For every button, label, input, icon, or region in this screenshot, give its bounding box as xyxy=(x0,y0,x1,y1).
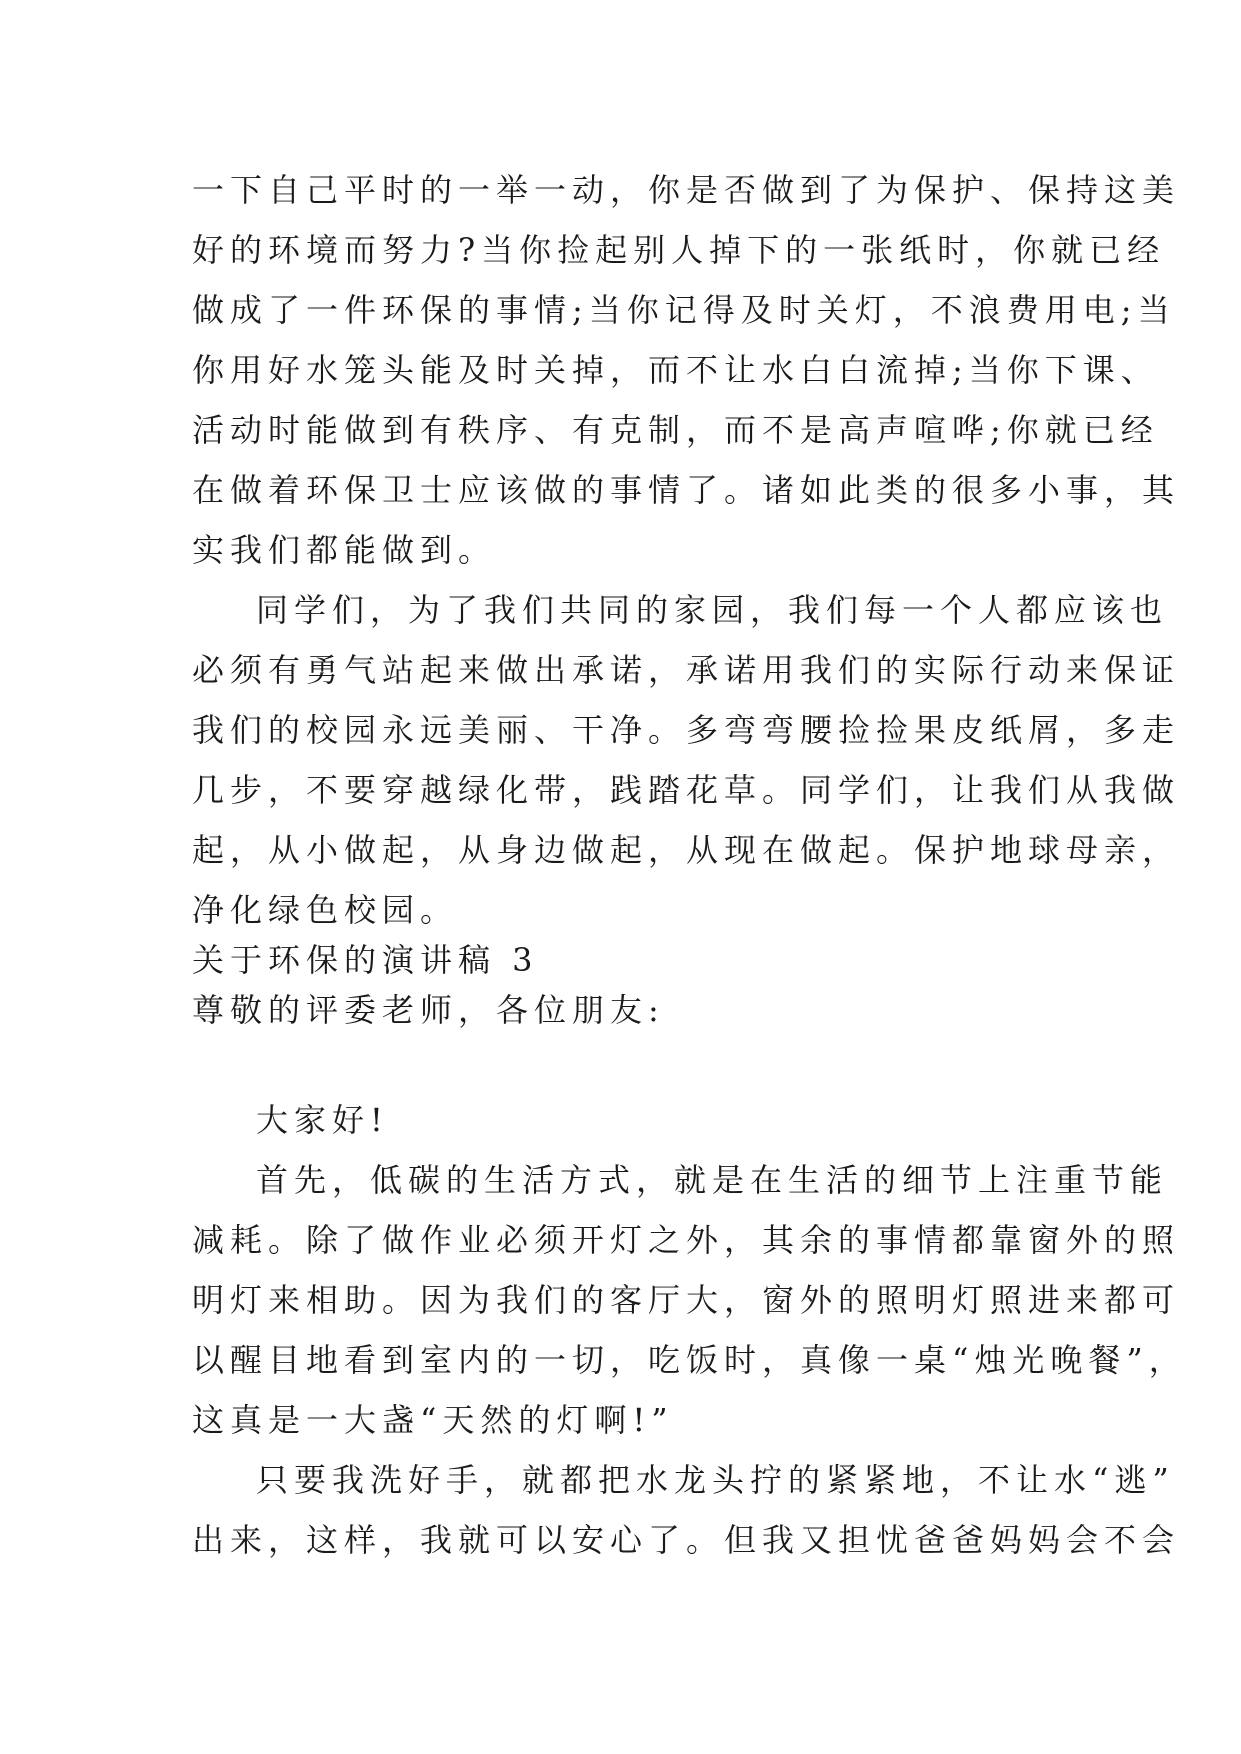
section-heading: 关于环保的演讲稿 3 xyxy=(192,941,539,979)
greeting: 大家好! xyxy=(256,1101,389,1139)
text-line: 做成了一件环保的事情;当你记得及时关灯，不浪费用电;当 xyxy=(192,291,1176,329)
paragraph-first-line: 首先，低碳的生活方式，就是在生活的细节上注重节能 xyxy=(256,1161,1169,1199)
text-line: 几步，不要穿越绿化带，践踏花草。同学们，让我们从我做 xyxy=(192,771,1181,809)
text-line: 必须有勇气站起来做出承诺，承诺用我们的实际行动来保证 xyxy=(192,651,1181,689)
text-line: 一下自己平时的一举一动，你是否做到了为保护、保持这美 xyxy=(192,171,1181,209)
text-line: 你用好水笼头能及时关掉，而不让水白白流掉;当你下课、 xyxy=(192,351,1159,389)
text-line: 实我们都能做到。 xyxy=(192,531,497,569)
text-line: 好的环境而努力?当你捡起别人掉下的一张纸时，你就已经 xyxy=(192,231,1166,269)
text-line: 起，从小做起，从身边做起，从现在做起。保护地球母亲， xyxy=(192,831,1181,869)
text-line: 以醒目地看到室内的一切，吃饭时，真像一桌“烛光晚餐”， xyxy=(192,1341,1187,1379)
text-line: 在做着环保卫士应该做的事情了。诸如此类的很多小事，其 xyxy=(192,471,1181,509)
text-line: 减耗。除了做作业必须开灯之外，其余的事情都靠窗外的照 xyxy=(192,1221,1181,1259)
text-line: 活动时能做到有秩序、有克制，而不是高声喧哗;你就已经 xyxy=(192,411,1159,449)
text-line: 我们的校园永远美丽、干净。多弯弯腰捡捡果皮纸屑，多走 xyxy=(192,711,1181,749)
salutation: 尊敬的评委老师，各位朋友: xyxy=(192,991,665,1029)
text-line: 出来，这样，我就可以安心了。但我又担忧爸爸妈妈会不会 xyxy=(192,1521,1181,1559)
text-line: 净化绿色校园。 xyxy=(192,891,459,929)
paragraph-first-line: 只要我洗好手，就都把水龙头拧的紧紧地，不让水“逃” xyxy=(256,1461,1175,1499)
text-line: 这真是一大盏“天然的灯啊!” xyxy=(192,1401,674,1439)
text-line: 明灯来相助。因为我们的客厅大，窗外的照明灯照进来都可 xyxy=(192,1281,1181,1319)
paragraph-first-line: 同学们，为了我们共同的家园，我们每一个人都应该也 xyxy=(256,591,1169,629)
